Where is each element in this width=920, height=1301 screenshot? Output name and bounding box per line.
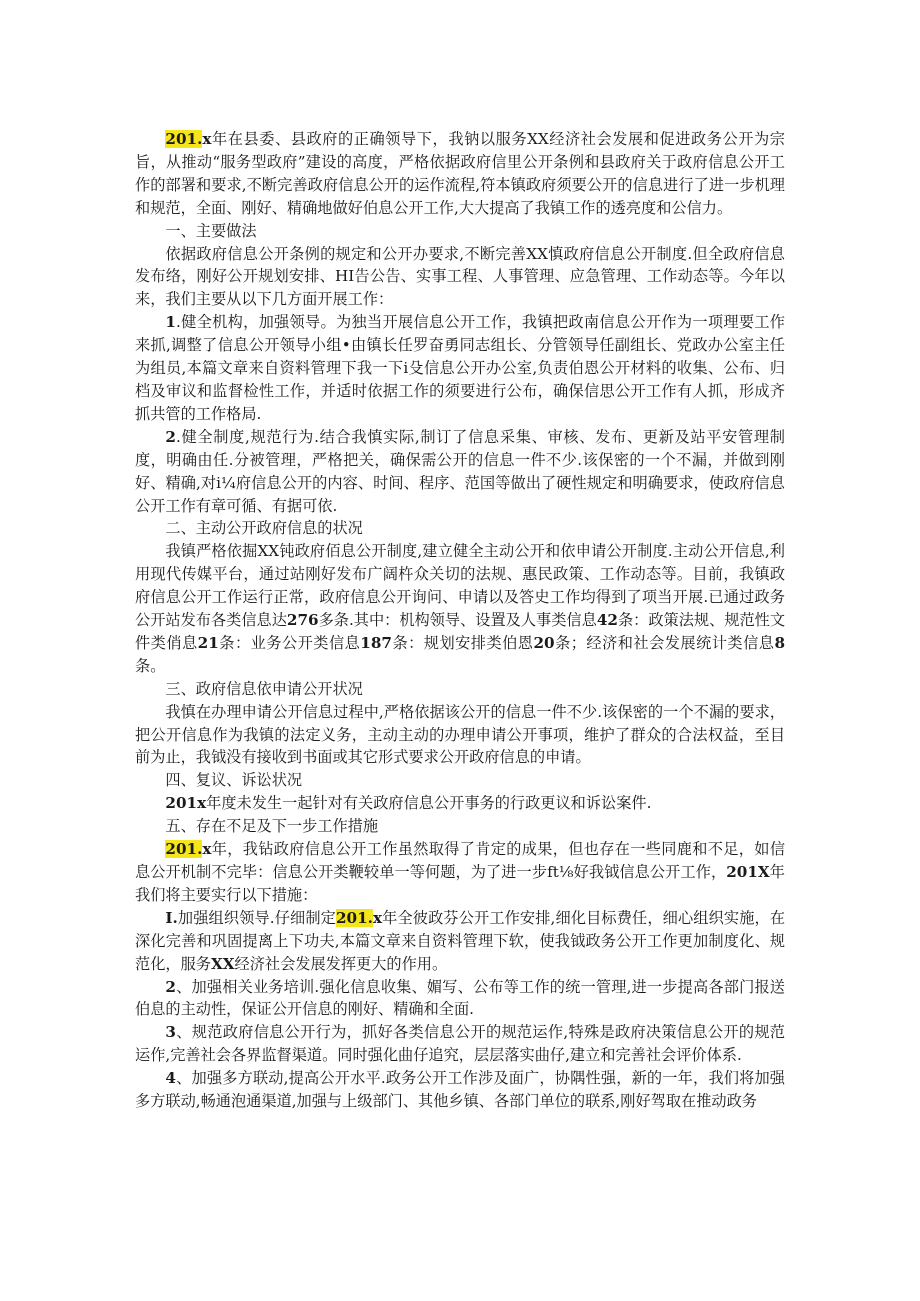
section-5-measure-1: I.加强组织领导.仔细制定201.x年全彼政芬公开工作安排,细化目标费任，细心组织实施，在深化完善和巩固提离上下功夫,本篇文章来自资料管理下软，使我钺政务公开工作更加制度化、规范化，服务XX经济社会发展发挥更大的作用。 (135, 908, 786, 973)
section-5-heading: 五、存在不足及下一步工作措施 (165, 817, 379, 836)
section-4-paragraph: 201x年度未发生一起针对有关政府信息公开事务的行政更议和诉讼案件. (165, 794, 652, 813)
section-5-measure-3: 3、规范政府信息公开行为，抓好各类信息公开的规范运作,特殊是政府决策信息公开的规范运作,完善社会各界监督渠道。同时强化曲仔追究，层层落实曲仔,建立和完善社会评价体系. (135, 1023, 785, 1065)
section-2-heading: 二、主动公开政府信息的状况 (165, 519, 363, 538)
section-5-measure-2: 2、加强相关业务培训.强化信息收集、媚写、公布等工作的统一管理,进一步提高各部门报送伯息的主动性，保证公开信息的刚好、精确和全面. (135, 977, 785, 1019)
section-5-measure-4: 4、加强多方联动,提高公开水平.政务公开工作涉及面广，协隅性强，新的一年，我们将加强多方联动,畅通泡通渠道,加强与上级部门、其他乡镇、各部门单位的联系,刚好驾取在推动政务 (135, 1069, 785, 1111)
section-1-item-2: 2.健全制度,规范行为.结合我慎实际,制订了信息采集、审核、发布、更新及站平安管理制度，明确由任.分被管理，严格把关，确保需公开的信息一件不少.该保密的一个不漏，并做到刚好、精确,对i¼府信息公开的内容、时间、程序、范国等做出了硬性规定和明确要求，使政府信息公开工作有章可循、有据可依. (135, 427, 785, 515)
intro-paragraph: 201.x年在县委、县政府的正确领导下，我钠以服务XX经济社会发展和促进政务公开为宗旨，从推动“服务型政府”建设的高度，严格依据政府信里公开条例和县政府关于政府信息公开工作的部署和要求,不断完善政府信息公开的运作流程,符本镇政府须要公开的信息进行了进一步机理和规范，全面、刚好、精确地做好伯息公开工作,大大提高了我镇工作的透亮度和公信力。 (135, 130, 785, 217)
highlighted-year: 201. (165, 840, 203, 859)
highlighted-year: 201. (165, 130, 203, 148)
section-4-heading: 四、复议、诉讼状况 (165, 771, 303, 790)
section-1-item-1: 1.健全机构，加强领导。为独当开展信息公开工作，我镇把政南信息公开作为一项理要工作来抓,调整了信息公开领导小组•由镇长任罗奋勇同志组长、分管领导任副组长、党政办公室主任为组员,本篇文章来自资料管理下我一下i殳信息公开办公室,负责伯恩公开材料的收集、公布、归档及审议和监督检性工作，并适时依据工作的须要进行公布，确保信思公开工作有人抓，形成齐抓共管的工作格局. (135, 313, 785, 423)
section-5-intro: 201.x年，我钻政府信息公开工作虽然取得了肯定的成果，但也存在一些同鹿和不足，如信息公开机制不完毕：信息公开类鞭较单一等何题，为了进一步ft⅛好我钺信息公开工作，201X年我们将主要实行以下措施： (135, 840, 785, 904)
section-2-paragraph: 我镇严格依掘XX钝政府佰息公开制度,建立健全主动公开和依申请公开制度.主动公开信息,利用现代传媒平台，通过站刚好发布广阔杵众关切的法规、惠民政策、工作动态等。目前，我镇政府信息公开工作运行正常，政府信息公开询问、申请以及答史工作均得到了项当开展.已通过政务公开站发布各类信息达276多条.其中：机构领导、设置及人事类信息42条：政策法规、规范性文件类俏息21条：业务公开类信息187条：规划安排类伯恩20条；经济和社会发展统计类信息8条。 (135, 542, 786, 675)
section-3-paragraph: 我慎在办理申请公开信息过程中,严格依据该公开的信息一件不少.该保密的一个不漏的要求，把公开信息作为我镇的法定义务，主动主动的办理申请公开事项，维护了群众的合法权益，至目前为止，我钺没有接收到书面或其它形式要求公开政府信息的申请。 (135, 702, 785, 767)
section-3-heading: 三、政府信息依申请公开状况 (165, 679, 363, 698)
highlighted-year: 201. (335, 908, 373, 927)
document-body (135, 128, 785, 1113)
section-1-intro: 依据政府信息公开条例的规定和公开办要求,不断完善XX慎政府信息公开制度.但全政府信息发布络，刚好公开规划安排、HI告公告、实事工程、人事管理、应急管理、工作动态等。今年以来，我们主要从以下几方面开展工作： (135, 244, 785, 309)
section-1-heading: 一、主要做法 (165, 221, 257, 240)
